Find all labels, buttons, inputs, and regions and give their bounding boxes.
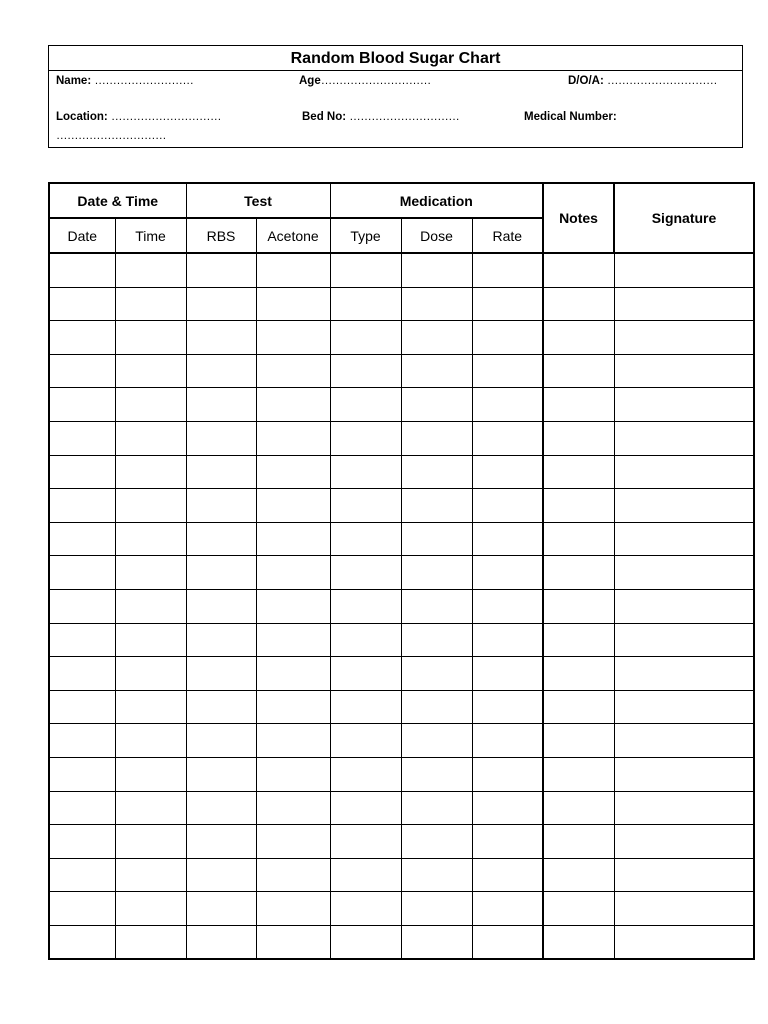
rate-cell[interactable]: [472, 623, 543, 657]
type-cell[interactable]: [330, 925, 401, 959]
time-cell[interactable]: [115, 858, 186, 892]
notes-cell[interactable]: [543, 421, 614, 455]
time-cell[interactable]: [115, 388, 186, 422]
signature-cell[interactable]: [614, 791, 754, 825]
acetone-cell[interactable]: [256, 925, 330, 959]
date-cell[interactable]: [49, 522, 115, 556]
table-row: [49, 724, 754, 758]
date-cell[interactable]: [49, 489, 115, 523]
time-column-header: Time: [115, 218, 186, 253]
acetone-cell[interactable]: [256, 858, 330, 892]
time-cell[interactable]: [115, 825, 186, 859]
rbs-cell[interactable]: [186, 623, 256, 657]
date-cell[interactable]: [49, 925, 115, 959]
type-cell[interactable]: [330, 690, 401, 724]
time-cell[interactable]: [115, 556, 186, 590]
bed-label: Bed No:: [302, 111, 347, 123]
rbs-cell[interactable]: [186, 455, 256, 489]
rate-cell[interactable]: [472, 757, 543, 791]
acetone-cell[interactable]: [256, 892, 330, 926]
dose-cell[interactable]: [401, 757, 472, 791]
location-field[interactable]: [56, 111, 221, 123]
table-row: [49, 892, 754, 926]
location-dots: …………………………: [110, 111, 221, 123]
acetone-cell[interactable]: [256, 388, 330, 422]
acetone-cell[interactable]: [256, 287, 330, 321]
type-cell[interactable]: [330, 858, 401, 892]
time-cell[interactable]: [115, 892, 186, 926]
type-cell[interactable]: [330, 589, 401, 623]
table-row: [49, 388, 754, 422]
acetone-column-header: Acetone: [256, 218, 330, 253]
rbs-cell[interactable]: [186, 287, 256, 321]
type-cell[interactable]: [330, 489, 401, 523]
signature-cell[interactable]: [614, 724, 754, 758]
rate-cell[interactable]: [472, 791, 543, 825]
rate-cell[interactable]: [472, 321, 543, 355]
signature-cell[interactable]: [614, 825, 754, 859]
signature-header: Signature: [614, 183, 754, 253]
dose-cell[interactable]: [401, 825, 472, 859]
acetone-cell[interactable]: [256, 522, 330, 556]
date-cell[interactable]: [49, 825, 115, 859]
signature-cell[interactable]: [614, 321, 754, 355]
rbs-cell[interactable]: [186, 657, 256, 691]
type-cell[interactable]: [330, 623, 401, 657]
time-cell[interactable]: [115, 657, 186, 691]
rbs-cell[interactable]: [186, 892, 256, 926]
date-cell[interactable]: [49, 690, 115, 724]
acetone-cell[interactable]: [256, 589, 330, 623]
table-row: [49, 589, 754, 623]
table-row: [49, 858, 754, 892]
date-cell[interactable]: [49, 321, 115, 355]
signature-cell[interactable]: [614, 522, 754, 556]
date-cell[interactable]: [49, 757, 115, 791]
entry-rows: [49, 253, 754, 959]
date-time-group-header: Date & Time: [49, 183, 186, 218]
type-column-header: Type: [330, 218, 401, 253]
table-row: [49, 623, 754, 657]
rbs-cell[interactable]: [186, 589, 256, 623]
type-cell[interactable]: [330, 287, 401, 321]
rbs-cell[interactable]: [186, 321, 256, 355]
type-cell[interactable]: [330, 825, 401, 859]
date-cell[interactable]: [49, 455, 115, 489]
type-cell[interactable]: [330, 354, 401, 388]
table-row: [49, 321, 754, 355]
type-cell[interactable]: [330, 253, 401, 287]
signature-cell[interactable]: [614, 757, 754, 791]
type-cell[interactable]: [330, 892, 401, 926]
name-field[interactable]: [56, 75, 193, 87]
dose-cell[interactable]: [401, 657, 472, 691]
location-label: Location:: [56, 111, 108, 123]
date-cell[interactable]: [49, 858, 115, 892]
dose-cell[interactable]: [401, 455, 472, 489]
acetone-cell[interactable]: [256, 623, 330, 657]
notes-cell[interactable]: [543, 724, 614, 758]
dose-cell[interactable]: [401, 287, 472, 321]
notes-cell[interactable]: [543, 757, 614, 791]
rate-cell[interactable]: [472, 858, 543, 892]
acetone-cell[interactable]: [256, 657, 330, 691]
dose-cell[interactable]: [401, 892, 472, 926]
rate-cell[interactable]: [472, 892, 543, 926]
age-field[interactable]: [299, 75, 431, 87]
notes-cell[interactable]: [543, 455, 614, 489]
rbs-cell[interactable]: [186, 690, 256, 724]
time-cell[interactable]: [115, 354, 186, 388]
notes-cell[interactable]: [543, 690, 614, 724]
notes-cell[interactable]: [543, 623, 614, 657]
table-row: [49, 925, 754, 959]
notes-header: Notes: [543, 183, 614, 253]
rbs-cell[interactable]: [186, 388, 256, 422]
time-cell[interactable]: [115, 421, 186, 455]
rbs-cell[interactable]: [186, 791, 256, 825]
medical-number-label: Medical Number:: [524, 111, 617, 123]
signature-cell[interactable]: [614, 858, 754, 892]
type-cell[interactable]: [330, 388, 401, 422]
dose-cell[interactable]: [401, 354, 472, 388]
date-column-header: Date: [49, 218, 115, 253]
notes-cell[interactable]: [543, 925, 614, 959]
acetone-cell[interactable]: [256, 556, 330, 590]
table-row: [49, 690, 754, 724]
date-cell[interactable]: [49, 791, 115, 825]
type-cell[interactable]: [330, 421, 401, 455]
table-row: [49, 757, 754, 791]
dose-column-header: Dose: [401, 218, 472, 253]
table-row: [49, 489, 754, 523]
rate-cell[interactable]: [472, 925, 543, 959]
notes-cell[interactable]: [543, 791, 614, 825]
table-row: [49, 825, 754, 859]
time-cell[interactable]: [115, 791, 186, 825]
rate-cell[interactable]: [472, 690, 543, 724]
notes-cell[interactable]: [543, 589, 614, 623]
rbs-cell[interactable]: [186, 421, 256, 455]
notes-cell[interactable]: [543, 489, 614, 523]
dose-cell[interactable]: [401, 623, 472, 657]
rate-cell[interactable]: [472, 253, 543, 287]
rbs-column-header: RBS: [186, 218, 256, 253]
medical-number-line[interactable]: [56, 130, 166, 142]
notes-cell[interactable]: [543, 858, 614, 892]
age-label: Age: [299, 75, 321, 87]
dose-cell[interactable]: [401, 791, 472, 825]
date-cell[interactable]: [49, 253, 115, 287]
signature-cell[interactable]: [614, 354, 754, 388]
patient-info-box: [48, 45, 743, 148]
rbs-cell[interactable]: [186, 489, 256, 523]
rbs-cell[interactable]: [186, 757, 256, 791]
type-cell[interactable]: [330, 455, 401, 489]
time-cell[interactable]: [115, 287, 186, 321]
rate-cell[interactable]: [472, 388, 543, 422]
rbs-cell[interactable]: [186, 253, 256, 287]
rate-cell[interactable]: [472, 455, 543, 489]
rate-cell[interactable]: [472, 589, 543, 623]
rate-column-header: Rate: [472, 218, 543, 253]
acetone-cell[interactable]: [256, 321, 330, 355]
dose-cell[interactable]: [401, 489, 472, 523]
acetone-cell[interactable]: [256, 757, 330, 791]
date-cell[interactable]: [49, 556, 115, 590]
notes-cell[interactable]: [543, 657, 614, 691]
medical-number-field[interactable]: [524, 111, 617, 123]
dose-cell[interactable]: [401, 522, 472, 556]
signature-cell[interactable]: [614, 556, 754, 590]
dose-cell[interactable]: [401, 858, 472, 892]
dose-cell[interactable]: [401, 724, 472, 758]
time-cell[interactable]: [115, 690, 186, 724]
type-cell[interactable]: [330, 321, 401, 355]
type-cell[interactable]: [330, 657, 401, 691]
notes-cell[interactable]: [543, 556, 614, 590]
time-cell[interactable]: [115, 757, 186, 791]
rate-cell[interactable]: [472, 825, 543, 859]
notes-cell[interactable]: [543, 287, 614, 321]
doa-dots: …………………………: [606, 75, 717, 87]
table-row: [49, 287, 754, 321]
time-cell[interactable]: [115, 623, 186, 657]
time-cell[interactable]: [115, 321, 186, 355]
name-label: Name:: [56, 75, 92, 87]
date-cell[interactable]: [49, 287, 115, 321]
rbs-cell[interactable]: [186, 556, 256, 590]
table-row: [49, 522, 754, 556]
acetone-cell[interactable]: [256, 455, 330, 489]
date-cell[interactable]: [49, 421, 115, 455]
rbs-cell[interactable]: [186, 522, 256, 556]
type-cell[interactable]: [330, 757, 401, 791]
acetone-cell[interactable]: [256, 791, 330, 825]
notes-cell[interactable]: [543, 892, 614, 926]
notes-cell[interactable]: [543, 388, 614, 422]
signature-cell[interactable]: [614, 455, 754, 489]
name-dots: ………………………: [94, 75, 194, 87]
signature-cell[interactable]: [614, 892, 754, 926]
signature-cell[interactable]: [614, 690, 754, 724]
table-row: [49, 253, 754, 287]
table-row: [49, 354, 754, 388]
doa-field[interactable]: [568, 75, 717, 87]
signature-cell[interactable]: [614, 657, 754, 691]
time-cell[interactable]: [115, 253, 186, 287]
acetone-cell[interactable]: [256, 724, 330, 758]
dose-cell[interactable]: [401, 253, 472, 287]
rbs-cell[interactable]: [186, 925, 256, 959]
date-cell[interactable]: [49, 388, 115, 422]
test-group-header: Test: [186, 183, 330, 218]
table-row: [49, 791, 754, 825]
rate-cell[interactable]: [472, 522, 543, 556]
dose-cell[interactable]: [401, 589, 472, 623]
notes-cell[interactable]: [543, 522, 614, 556]
date-cell[interactable]: [49, 623, 115, 657]
rate-cell[interactable]: [472, 421, 543, 455]
rate-cell[interactable]: [472, 489, 543, 523]
acetone-cell[interactable]: [256, 825, 330, 859]
signature-cell[interactable]: [614, 253, 754, 287]
acetone-cell[interactable]: [256, 421, 330, 455]
time-cell[interactable]: [115, 925, 186, 959]
rate-cell[interactable]: [472, 556, 543, 590]
dose-cell[interactable]: [401, 925, 472, 959]
type-cell[interactable]: [330, 791, 401, 825]
date-cell[interactable]: [49, 657, 115, 691]
signature-cell[interactable]: [614, 421, 754, 455]
notes-cell[interactable]: [543, 321, 614, 355]
table-row: [49, 657, 754, 691]
time-cell[interactable]: [115, 489, 186, 523]
rate-cell[interactable]: [472, 354, 543, 388]
medication-group-header: Medication: [330, 183, 543, 218]
dose-cell[interactable]: [401, 421, 472, 455]
dose-cell[interactable]: [401, 388, 472, 422]
table-row: [49, 421, 754, 455]
medical-number-dots: …………………………: [56, 130, 166, 142]
dose-cell[interactable]: [401, 321, 472, 355]
type-cell[interactable]: [330, 522, 401, 556]
notes-cell[interactable]: [543, 253, 614, 287]
time-cell[interactable]: [115, 522, 186, 556]
acetone-cell[interactable]: [256, 690, 330, 724]
signature-cell[interactable]: [614, 388, 754, 422]
notes-cell[interactable]: [543, 825, 614, 859]
chart-title: Random Blood Sugar Chart: [49, 46, 742, 71]
notes-cell[interactable]: [543, 354, 614, 388]
bed-field[interactable]: [302, 111, 459, 123]
dose-cell[interactable]: [401, 690, 472, 724]
blood-sugar-table: [48, 182, 755, 960]
signature-cell[interactable]: [614, 589, 754, 623]
time-cell[interactable]: [115, 724, 186, 758]
time-cell[interactable]: [115, 455, 186, 489]
signature-cell[interactable]: [614, 623, 754, 657]
bed-dots: …………………………: [349, 111, 460, 123]
type-cell[interactable]: [330, 556, 401, 590]
rbs-cell[interactable]: [186, 825, 256, 859]
signature-cell[interactable]: [614, 489, 754, 523]
dose-cell[interactable]: [401, 556, 472, 590]
rate-cell[interactable]: [472, 724, 543, 758]
rate-cell[interactable]: [472, 287, 543, 321]
date-cell[interactable]: [49, 354, 115, 388]
date-cell[interactable]: [49, 589, 115, 623]
table-row: [49, 455, 754, 489]
rbs-cell[interactable]: [186, 858, 256, 892]
rbs-cell[interactable]: [186, 724, 256, 758]
table-row: [49, 556, 754, 590]
type-cell[interactable]: [330, 724, 401, 758]
date-cell[interactable]: [49, 892, 115, 926]
acetone-cell[interactable]: [256, 253, 330, 287]
acetone-cell[interactable]: [256, 489, 330, 523]
signature-cell[interactable]: [614, 925, 754, 959]
age-dots: …………………………: [320, 75, 431, 87]
rate-cell[interactable]: [472, 657, 543, 691]
time-cell[interactable]: [115, 589, 186, 623]
date-cell[interactable]: [49, 724, 115, 758]
signature-cell[interactable]: [614, 287, 754, 321]
doa-label: D/O/A:: [568, 75, 604, 87]
acetone-cell[interactable]: [256, 354, 330, 388]
rbs-cell[interactable]: [186, 354, 256, 388]
